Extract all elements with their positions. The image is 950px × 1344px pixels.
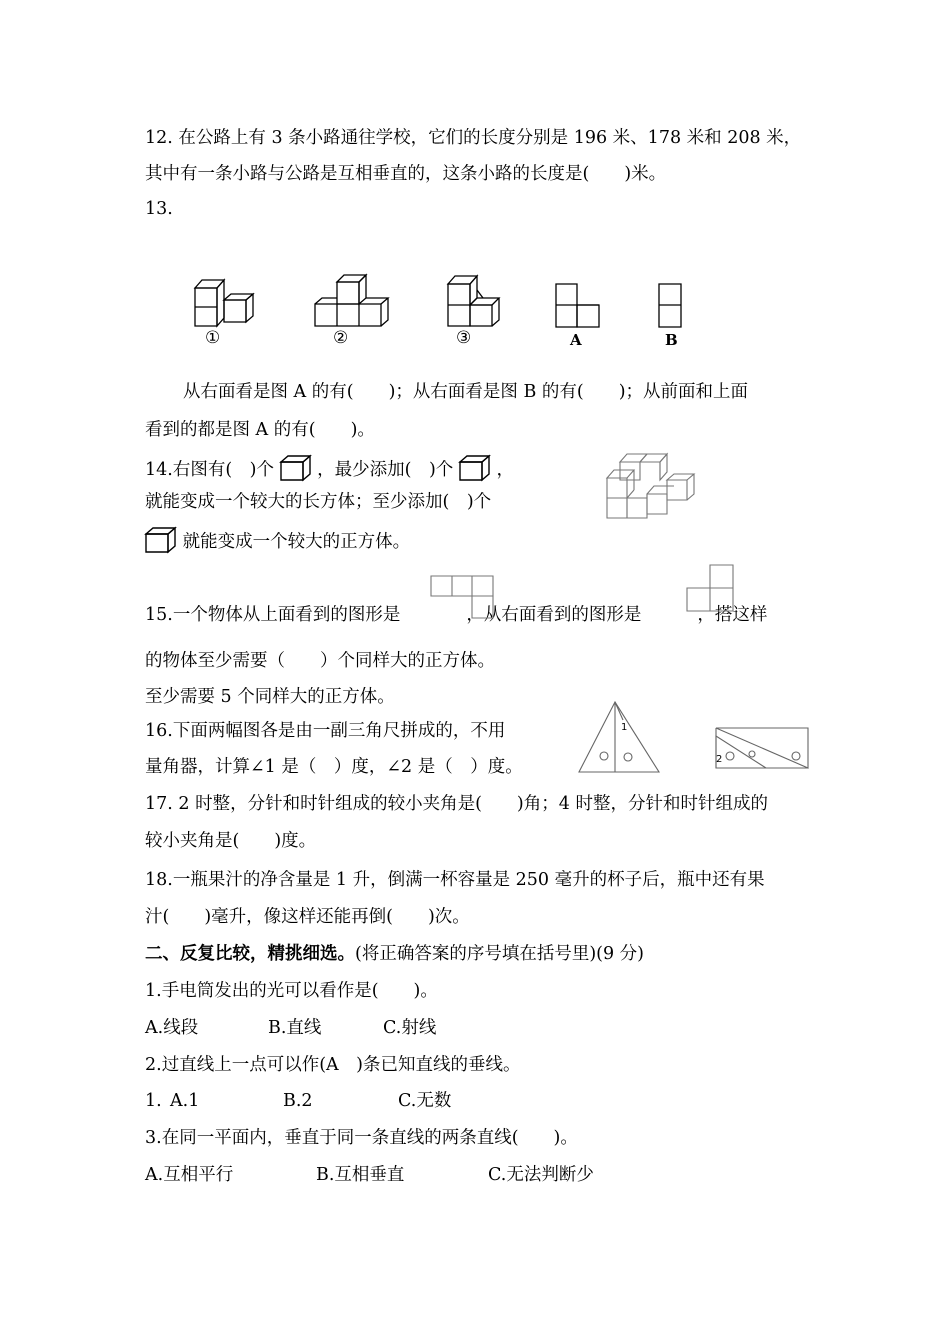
q16-line1: 16.下面两幅图各是由一副三角尺拼成的，不用 bbox=[145, 721, 506, 741]
q16-figure-angle1 bbox=[575, 700, 665, 780]
section2-heading bbox=[145, 942, 644, 966]
q12-line2: 其中有一条小路与公路是互相垂直的，这条小路的长度是( )米。 bbox=[145, 164, 667, 184]
q14-part3: ， bbox=[496, 460, 514, 480]
mc1-question: 1.手电筒发出的光可以看作是( )。 bbox=[145, 981, 438, 1001]
section2-title: 二、反复比较，精挑细选。 bbox=[145, 944, 355, 964]
mc3-option-b: B.互相垂直 bbox=[316, 1165, 405, 1185]
q14-part4: 就能变成一个较大的正方体。 bbox=[182, 532, 411, 552]
q12-line1: 12. 在公路上有 3 条小路通往学校，它们的长度分别是 196 米、178 米和 208 米， bbox=[145, 128, 802, 148]
cube-icon bbox=[145, 527, 177, 553]
q13-line2: 看到的都是图 A 的有( )。 bbox=[145, 420, 375, 440]
mc2-option-b: B.2 bbox=[283, 1091, 313, 1111]
q15-part1: 15.一个物体从上面看到的图形是 bbox=[145, 605, 401, 625]
mc2-option-c: C.无数 bbox=[398, 1091, 452, 1111]
q13-line1: 从右面看是图 A 的有( )；从右面看是图 B 的有( )；从前面和上面 bbox=[183, 382, 749, 402]
q13-figure-1 bbox=[190, 270, 260, 334]
q18-line2: 汁( )毫升，像这样还能再倒( )次。 bbox=[145, 907, 470, 927]
q15-top-view-figure bbox=[430, 575, 496, 625]
q14-part2: ，最少添加( )个 bbox=[317, 460, 454, 480]
q15-part3: ，搭这样 bbox=[697, 605, 768, 625]
q13-figure-A bbox=[555, 283, 605, 333]
q16-figure-angle2 bbox=[712, 724, 812, 778]
mc3-option-a: A.互相平行 bbox=[145, 1165, 234, 1185]
mc1-option-b: B.直线 bbox=[268, 1018, 322, 1038]
mc2-question: 2.过直线上一点可以作(A )条已知直线的垂线。 bbox=[145, 1055, 521, 1075]
q14-line1 bbox=[145, 455, 514, 482]
q14-line3 bbox=[145, 527, 410, 554]
q13-figure-3 bbox=[443, 270, 513, 334]
q16-angle1-label: 1 bbox=[621, 722, 628, 733]
q13-number: 13. bbox=[145, 199, 173, 219]
q13-label-B: B bbox=[665, 331, 678, 349]
q15-line2: 的物体至少需要（ ）个同样大的正方体。 bbox=[145, 651, 495, 671]
q16-angle2-label: 2 bbox=[716, 754, 723, 765]
q15-part2: ，从右面看到的图形是 bbox=[466, 605, 642, 625]
cube-icon bbox=[280, 455, 312, 481]
mc3-option-c: C.无法判断少 bbox=[488, 1165, 594, 1185]
mc2-option-a: A.1 bbox=[170, 1091, 200, 1111]
mc1-option-c: C.射线 bbox=[383, 1018, 437, 1038]
q18-line1: 18.一瓶果汁的净含量是 1 升，倒满一杯容量是 250 毫升的杯子后，瓶中还有果 bbox=[145, 870, 765, 890]
section2-note: (将正确答案的序号填在括号里)(9 分) bbox=[355, 944, 645, 964]
q13-label-3: ③ bbox=[456, 328, 472, 348]
q16-line2: 量角器，计算∠1 是（ ）度，∠2 是（ ）度。 bbox=[145, 757, 523, 777]
q15-line3: 至少需要 5 个同样大的正方体。 bbox=[145, 687, 395, 707]
q13-label-A: A bbox=[570, 331, 582, 349]
q14-cube-stack-figure bbox=[604, 450, 696, 526]
q15-right-view-figure bbox=[686, 564, 736, 618]
cube-icon bbox=[459, 455, 491, 481]
q13-label-1: ① bbox=[205, 328, 221, 348]
q13-figure-B bbox=[658, 283, 684, 333]
q17-line2: 较小夹角是( )度。 bbox=[145, 831, 317, 851]
q13-label-2: ② bbox=[333, 328, 349, 348]
mc3-question: 3.在同一平面内，垂直于同一条直线的两条直线( )。 bbox=[145, 1128, 578, 1148]
q14-line2: 就能变成一个较大的长方体；至少添加( )个 bbox=[145, 492, 492, 512]
q17-line1: 17. 2 时整，分针和时针组成的较小夹角是( )角；4 时整，分针和时针组成的 bbox=[145, 794, 768, 814]
mc2-prefix: 1. bbox=[145, 1091, 162, 1111]
q14-part1: 14.右图有( )个 bbox=[145, 460, 274, 480]
q13-figure-2 bbox=[312, 270, 392, 334]
mc1-option-a: A.线段 bbox=[145, 1018, 199, 1038]
